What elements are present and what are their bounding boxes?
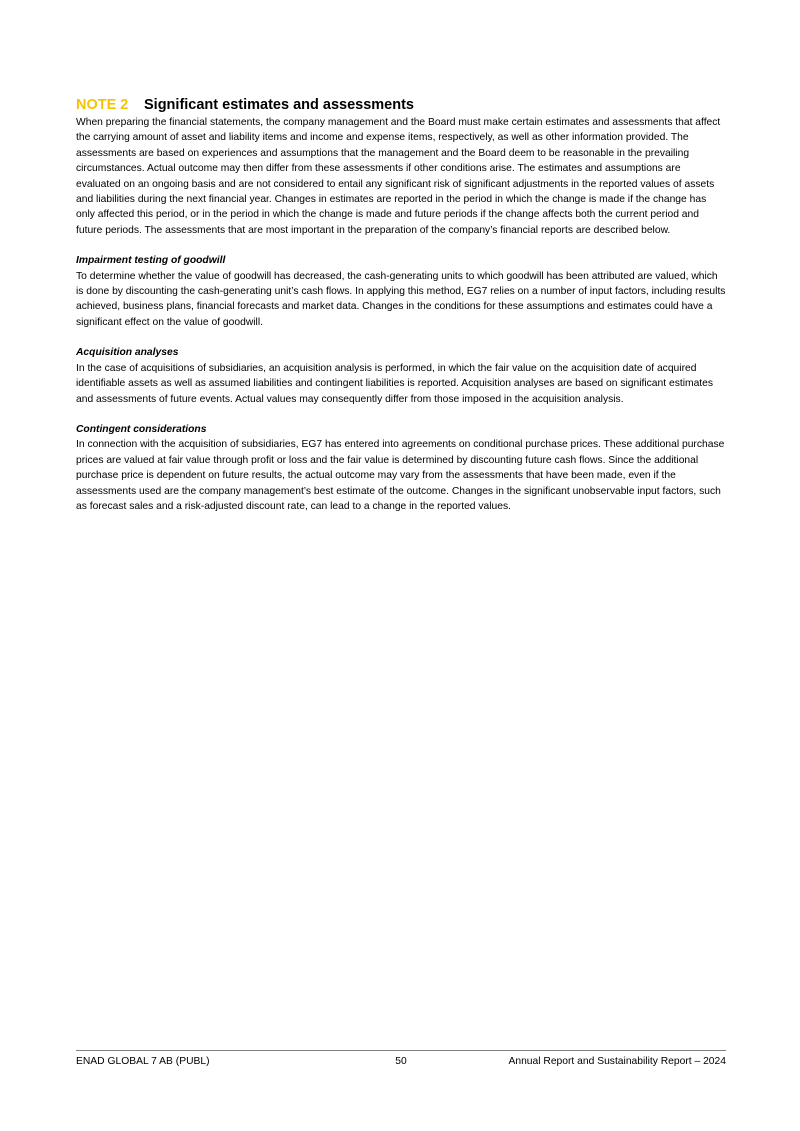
section-title: Contingent considerations: [76, 423, 207, 435]
section-body: To determine whether the value of goodwill has decreased, the cash-generating units to which goodwill has been attributed are valued, which is done by discounting the cash-generating unit’s cash flows. In applying this method, EG7 relies on a number of input factors, including results achieved, business plans, financial forecasts and market data. Changes in the conditions for these assumptions and estimates could have a significant effect on the value of goodwill.: [76, 270, 726, 328]
note-number: NOTE 2: [76, 97, 129, 113]
section-body: In connection with the acquisition of subsidiaries, EG7 has entered into agreements on conditional purchase prices. These additional purchase prices are valued at fair value through profit or loss and the fair value is determined by discounting future cash flows. Since the additional purchase price is dependent on future results, the actual outcome may vary from the assessments that have been made, even if the assessments used are the company management’s best estimate of the outcome. Changes in the significant unobservable input factors, such as forecast sales and a risk-adjusted discount rate, can lead to a change in the reported values.: [76, 439, 725, 512]
note-heading: [76, 96, 726, 114]
page-content: [76, 96, 726, 514]
section-contingent-considerations: [76, 422, 726, 514]
note-title: Significant estimates and assessments: [144, 97, 414, 113]
footer-page-number: 50: [395, 1056, 407, 1067]
footer-report-title: Annual Report and Sustainability Report – 2024: [508, 1056, 726, 1067]
section-title: Acquisition analyses: [76, 347, 179, 359]
page-footer: [76, 1050, 726, 1069]
section-title: Impairment testing of goodwill: [76, 255, 226, 267]
section-acquisition-analyses: [76, 345, 726, 407]
note-intro-paragraph: When preparing the financial statements, the company management and the Board must make certain estimates and assessments that affect the carrying amount of asset and liability items and income and expense items, respectively, as well as other information provided. The assessments are based on experiences and assumptions that the management and the Board deem to be reasonable in the prevailing circumstances. Actual outcome may then differ from these assessments if other conditions arise. The estimates and assumptions are evaluated on an ongoing basis and are not considered to entail any significant risk of significant adjustments in the reported values of assets and liabilities during the next financial year. Changes in estimates are reported in the period in which the change is made if the change has only affected this period, or in the period in which the change is made and future periods if the change affects both the current period and future periods. The assessments that are most important in the preparation of the company’s financial reports are described below.: [76, 117, 721, 236]
footer-company: ENAD GLOBAL 7 AB (PUBL): [76, 1056, 210, 1067]
section-body: In the case of acquisitions of subsidiaries, an acquisition analysis is performed, in which the fair value on the acquisition date of acquired identifiable assets as well as assumed liabilities and contingent liabilities is reported. Acquisition analyses are based on significant estimates and assessments of future events. Actual values may consequently differ from those imposed in the acquisition analysis.: [76, 362, 714, 405]
section-impairment-testing: [76, 253, 726, 330]
